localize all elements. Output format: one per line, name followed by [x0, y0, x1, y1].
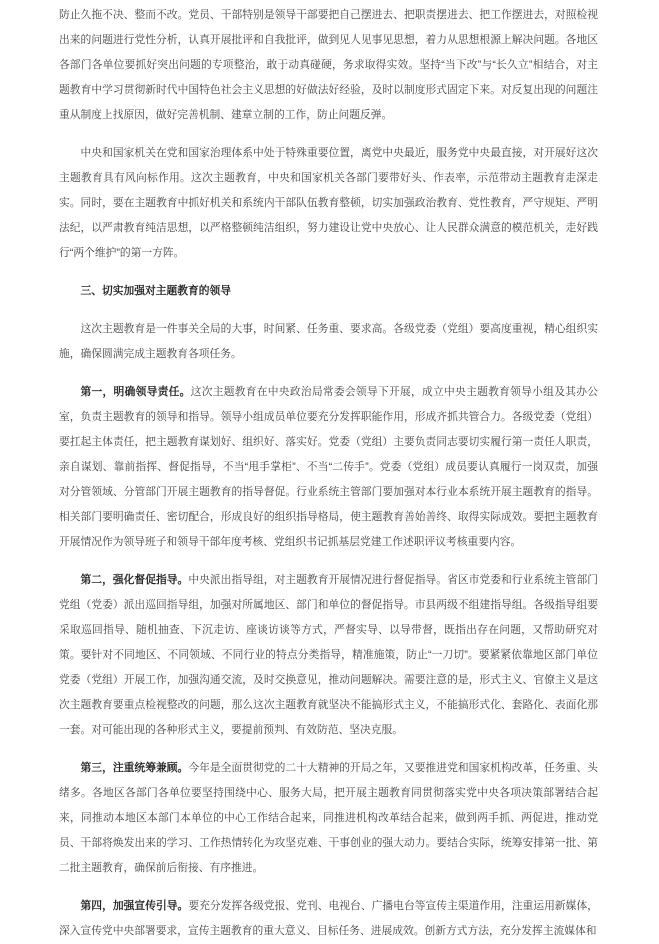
paragraph: 第三，注重统筹兼顾。今年是全面贯彻党的二十大精神的开局之年，又要推进党和国家机构改革，任务重、头绪多。各地区各部门各单位要坚持围绕中心、服务大局，把开展主题教育同贯彻落实党中央各项决策部署结合起来，同推动本地区本部门本单位的中心工作结合起来，同推进机构改革结合起来，做到两手抓、两促进，推动党员、干部将焕发出来的学习、工作热情转化为攻坚克难、干事创业的强大动力。要结合实际，统筹安排第一批、第二批主题教育，确保前后衔接、有序推进。	[59, 762, 598, 874]
paragraph: 第四，加强宣传引导。要充分发挥各级党报、党刊、电视台、广播电台等宣传主渠道作用，注重运用新媒体，深入宣传党中央部署要求，宣传主题教育的重大意义、目标任务、进展成效。创新方式方法，充分发挥主流媒体和	[59, 900, 598, 937]
section-heading: 三、切实加强对主题教育的领导	[80, 285, 232, 297]
paragraph-lead: 第三，注重统筹兼顾。	[80, 762, 189, 774]
paragraph-lead: 第一，明确领导责任。	[80, 386, 191, 398]
paragraph: 中央和国家机关在党和国家治理体系中处于特殊重要位置，离党中央最近，服务党中央最直接，对开展好这次主题教育具有风向标作用。这次主题教育，中央和国家机关各部门要带好头、作表率，示范带动主题教育走深走实。同时，要在主题教育中抓好机关和系统内干部队伍教育整顿，切实加强政治教育、党性教育，严守规矩、严明法纪，以严肃教育纯洁思想，以严格整顿纯洁组织，努力建设让党中央放心、让人民群众满意的模范机关，走好践行“两个维护”的第一方阵。	[59, 147, 598, 259]
paragraph: 防止久拖不决、整而不改。党员、干部特别是领导干部要把自己摆进去、把职责摆进去、把工作摆进去，对照检视出来的问题进行党性分析，认真开展批评和自我批评，做到见人见事见思想，着力从思想根源上解决问题。各地区各部门各单位要抓好突出问题的专项整治，敢于动真碰硬，务求取得实效。坚持“当下改”与“长久立”相结合，对主题教育中学习贯彻新时代中国特色社会主义思想的好做法好经验，及时以制度形式固定下来。对反复出现的问题注重从制度上找原因，做好完善机制、建章立制的工作，防止问题反弹。	[59, 9, 598, 121]
paragraph: 第二，强化督促指导。中央派出指导组，对主题教育开展情况进行督促指导。省区市党委和行业系统主管部门党组（党委）派出巡回指导组，加强对所属地区、部门和单位的督促指导。市县两级不组建指导组。各级指导组要采取巡回指导、随机抽查、下沉走访、座谈访谈等方式，严督实导、以导带督，既指出存在问题，又帮助研究对策。要针对不同地区、不同领域、不同行业的特点分类指导，精准施策，防止“一刀切”。要紧紧依靠地区部门单位党委（党组）开展工作，加强沟通交流，及时交换意见，推动问题解决。需要注意的是，形式主义、官僚主义是这次主题教育要重点检视整改的问题，那么这次主题教育就坚决不能搞形式主义，不能搞形式化、套路化、表面化那一套。对可能出现的各种形式主义，要提前预判、有效防范、坚决克服。	[59, 574, 598, 736]
paragraph: 第一，明确领导责任。这次主题教育在中央政治局常委会领导下开展，成立中央主题教育领导小组及其办公室，负责主题教育的领导和指导。领导小组成员单位要充分发挥职能作用，形成齐抓共管合力。各级党委（党组）要扛起主体责任，把主题教育谋划好、组织好、落实好。党委（党组）主要负责同志要切实履行第一责任人职责，亲自谋划、靠前指挥、督促指导，不当“甩手掌柜”、不当“二传手”。党委（党组）成员要认真履行一岗双责，加强对分管领域、分管部门开展主题教育的指导督促。行业系统主管部门要加强对本行业本系统开展主题教育的指导。相关部门要明确责任、密切配合，形成良好的组织指导格局，使主题教育善始善终、取得实际成效。要把主题教育开展情况作为领导班子和领导干部年度考核、党组织书记抓基层党建工作述职评议考核重要内容。	[59, 386, 598, 548]
document-body	[59, 3, 598, 944]
paragraph-lead: 第二，强化督促指导。	[80, 574, 189, 586]
paragraph-lead: 第四，加强宣传引导。	[80, 900, 189, 912]
paragraph: 这次主题教育是一件事关全局的大事，时间紧、任务重、要求高。各级党委（党组）要高度重视，精心组织实施，确保圆满完成主题教育各项任务。	[59, 323, 598, 360]
